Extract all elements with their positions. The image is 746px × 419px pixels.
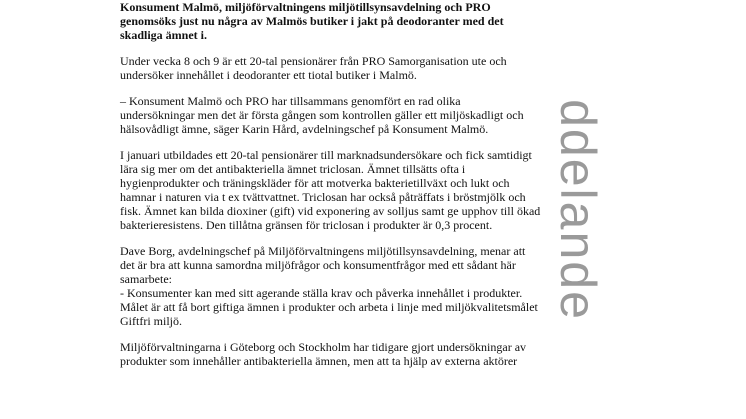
paragraph-line: Målet är att få bort giftiga ämnen i produkter och arbeta i linje med miljökvalitetsmålet <box>120 300 538 314</box>
paragraph-triclosan <box>120 148 590 232</box>
paragraph-quote-karin <box>120 94 590 136</box>
paragraph-line: hygienprodukter och träningskläder för att motverka bakterietillväxt och lukt och <box>120 176 510 190</box>
paragraph-line: samarbete: <box>120 272 172 286</box>
lead-paragraph <box>120 0 590 42</box>
paragraph-dave-borg <box>120 244 590 328</box>
paragraph-line: Under vecka 8 och 9 är ett 20-tal pensionärer från PRO Samorganisation ute och <box>120 54 507 68</box>
paragraph-line: lära sig mer om det antibakteriella ämnet triclosan. Ämnet tillsätts ofta i <box>120 162 466 176</box>
paragraph-line: - Konsumenter kan med sitt agerande ställa krav och påverka innehållet i produkter. <box>120 286 523 300</box>
paragraph-other-cities <box>120 340 590 368</box>
lead-line: skadliga ämnet i. <box>120 28 208 42</box>
paragraph-line: hälsovådligt ämne, säger Karin Hård, avdelningschef på Konsument Malmö. <box>120 122 489 136</box>
paragraph-line: Dave Borg, avdelningschef på Miljöförvaltningens miljötillsynsavdelning, menar att <box>120 244 526 258</box>
paragraph-survey-week <box>120 54 590 82</box>
paragraph-line: hamnar i naturen via t ex tvättvattnet. Triclosan har också påträffats i bröstmjölk och <box>120 190 526 204</box>
paragraph-line: Giftfri miljö. <box>120 314 182 328</box>
paragraph-line: fisk. Ämnet kan bilda dioxiner (gift) vid exponering av solljus samt ge upphov till ökad <box>120 204 541 218</box>
paragraph-line: – Konsument Malmö och PRO har tillsammans genomfört en rad olika <box>120 94 461 108</box>
article-body <box>120 0 590 380</box>
paragraph-line: produkter som innehåller antibakteriella ämnen, men att ta hjälp av externa aktörer <box>120 354 518 368</box>
paragraph-line: I januari utbildades ett 20-tal pensionärer till marknadsundersökare och fick samtidigt <box>120 148 532 162</box>
lead-line: Konsument Malmö, miljöförvaltningens miljötillsynsavdelning och PRO <box>120 0 491 14</box>
paragraph-line: bakterieresistens. Den tillåtna gränsen för triclosan i produkter är 0,3 procent. <box>120 218 493 232</box>
paragraph-line: undersökningar men det är första gången som kontrollen gäller ett miljöskadligt och <box>120 108 524 122</box>
paragraph-line: det är bra att kunna samordna miljöfrågor och konsumentfrågor med ett sådant här <box>120 258 516 272</box>
lead-line: genomsöks just nu några av Malmös butiker i jakt på deodoranter med det <box>120 14 504 28</box>
paragraph-line: Miljöförvaltningarna i Göteborg och Stockholm har tidigare gjort undersökningar av <box>120 340 527 354</box>
vertical-heading-text: ddelande <box>550 99 606 321</box>
paragraph-line: undersöker innehållet i deodoranter ett tiotal butiker i Malmö. <box>120 68 417 82</box>
